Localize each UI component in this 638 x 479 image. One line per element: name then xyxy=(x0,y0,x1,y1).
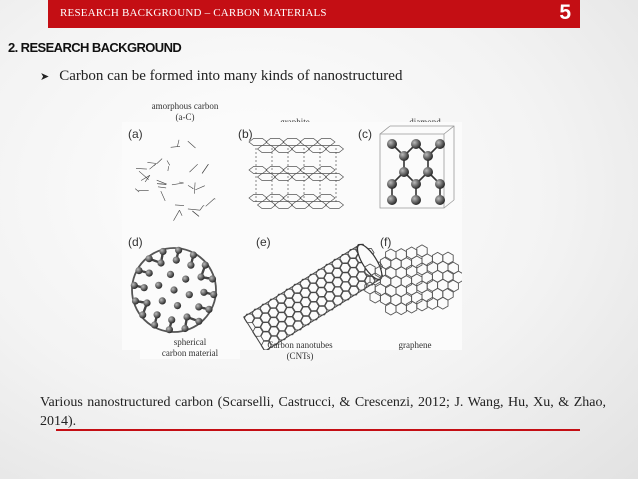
header-title: RESEARCH BACKGROUND – CARBON MATERIALS xyxy=(60,7,327,19)
label-carbon-nanotubes xyxy=(250,340,350,362)
fullerene-structure xyxy=(131,247,218,334)
section-heading: 2. RESEARCH BACKGROUND xyxy=(8,40,182,55)
divider-line xyxy=(56,429,580,431)
label-amorphous-carbon xyxy=(140,101,230,123)
bullet-item xyxy=(40,68,402,85)
bullet-text: Carbon can be formed into many kinds of nanostructured xyxy=(59,68,403,84)
label-graphene xyxy=(380,340,450,351)
structures-svg xyxy=(122,122,462,350)
diamond-structure xyxy=(380,126,454,208)
header-bar xyxy=(48,0,580,28)
label-line: graphene xyxy=(398,340,432,350)
amorphous-carbon-structure xyxy=(135,140,215,221)
label-line: (a-C) xyxy=(175,112,195,122)
label-line: spherical xyxy=(173,337,207,347)
label-line: Carbon nanotubes xyxy=(267,340,333,350)
label-line: carbon material xyxy=(161,348,219,358)
panel-letter-c: (c) xyxy=(358,127,372,141)
panel-letter-f: (f) xyxy=(380,235,392,249)
figure-caption: Various nanostructured carbon (Scarselli, Castrucci, & Crescenzi, 2012; J. Wang, Hu, Xu, & Zhao, 2014). xyxy=(40,395,606,429)
carbon-structures-figure xyxy=(122,122,462,350)
label-line: amorphous carbon xyxy=(151,101,219,111)
panel-letter-b: (b) xyxy=(238,127,253,141)
label-line: (CNTs) xyxy=(286,351,314,361)
panel-letter-e: (e) xyxy=(256,235,271,249)
slide-number: 5 xyxy=(559,1,571,24)
label-spherical-carbon xyxy=(140,337,240,359)
arrow-bullet-icon: ➤ xyxy=(40,71,50,83)
nanotube-structure xyxy=(243,240,388,350)
panel-letter-d: (d) xyxy=(128,235,143,249)
graphite-structure xyxy=(249,139,344,209)
panel-letter-a: (a) xyxy=(128,127,143,141)
